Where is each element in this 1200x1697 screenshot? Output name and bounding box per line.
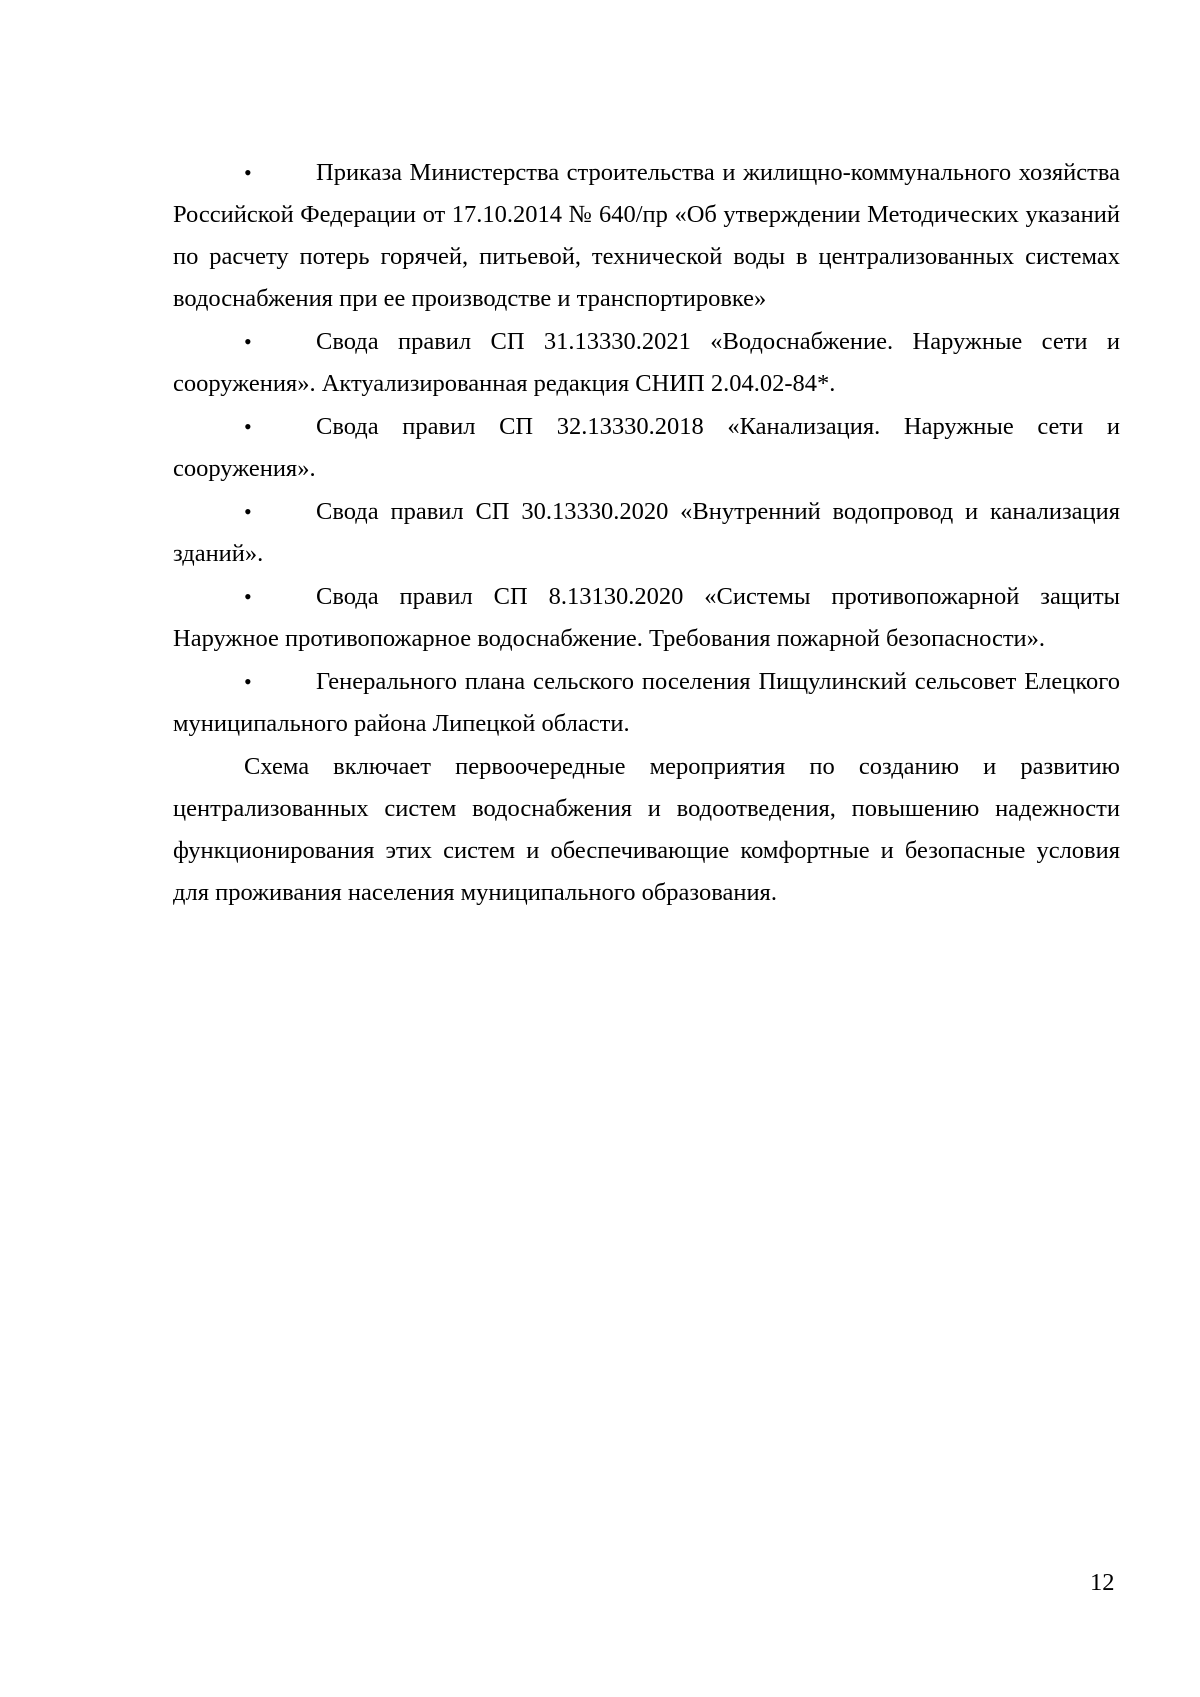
document-body (173, 152, 1120, 914)
bullet-icon: • (244, 584, 252, 609)
list-item (173, 152, 1120, 320)
list-item (173, 321, 1120, 405)
list-item-text: Свода правил СП 8.13130.2020 «Системы противопожарной защиты Наружное противопожарное водоснабжение. Требования пожарной безопасности». (173, 583, 1120, 652)
list-item (173, 406, 1120, 490)
bullet-icon: • (244, 499, 252, 524)
bullet-icon: • (244, 160, 252, 185)
bullet-icon: • (244, 329, 252, 354)
list-item-text: Свода правил СП 32.13330.2018 «Канализация. Наружные сети и сооружения». (173, 413, 1120, 482)
list-item (173, 576, 1120, 660)
bullet-icon: • (244, 669, 252, 694)
list-item-text: Приказа Министерства строительства и жилищно-коммунального хозяйства Российской Федерации от 17.10.2014 № 640/пр «Об утверждении Методических указаний по расчету потерь горячей, питьевой, технической воды в централизованных системах водоснабжения при ее производстве и транспортировке» (173, 159, 1120, 312)
list-item (173, 661, 1120, 745)
list-item-text: Свода правил СП 30.13330.2020 «Внутренний водопровод и канализация зданий». (173, 498, 1120, 567)
list-item-text: Генерального плана сельского поселения Пищулинский сельсовет Елецкого муниципального района Липецкой области. (173, 668, 1120, 737)
page-number: 12 (1090, 1569, 1115, 1596)
bullet-icon: • (244, 414, 252, 439)
list-item (173, 491, 1120, 575)
closing-paragraph: Схема включает первоочередные мероприятия по созданию и развитию централизованных систем водоснабжения и водоотведения, повышению надежности функционирования этих систем и обеспечивающие комфортные и безопасные условия для проживания населения муниципального образования. (173, 753, 1120, 906)
list-item-text: Свода правил СП 31.13330.2021 «Водоснабжение. Наружные сети и сооружения». Актуализированная редакция СНИП 2.04.02-84*. (173, 328, 1120, 397)
